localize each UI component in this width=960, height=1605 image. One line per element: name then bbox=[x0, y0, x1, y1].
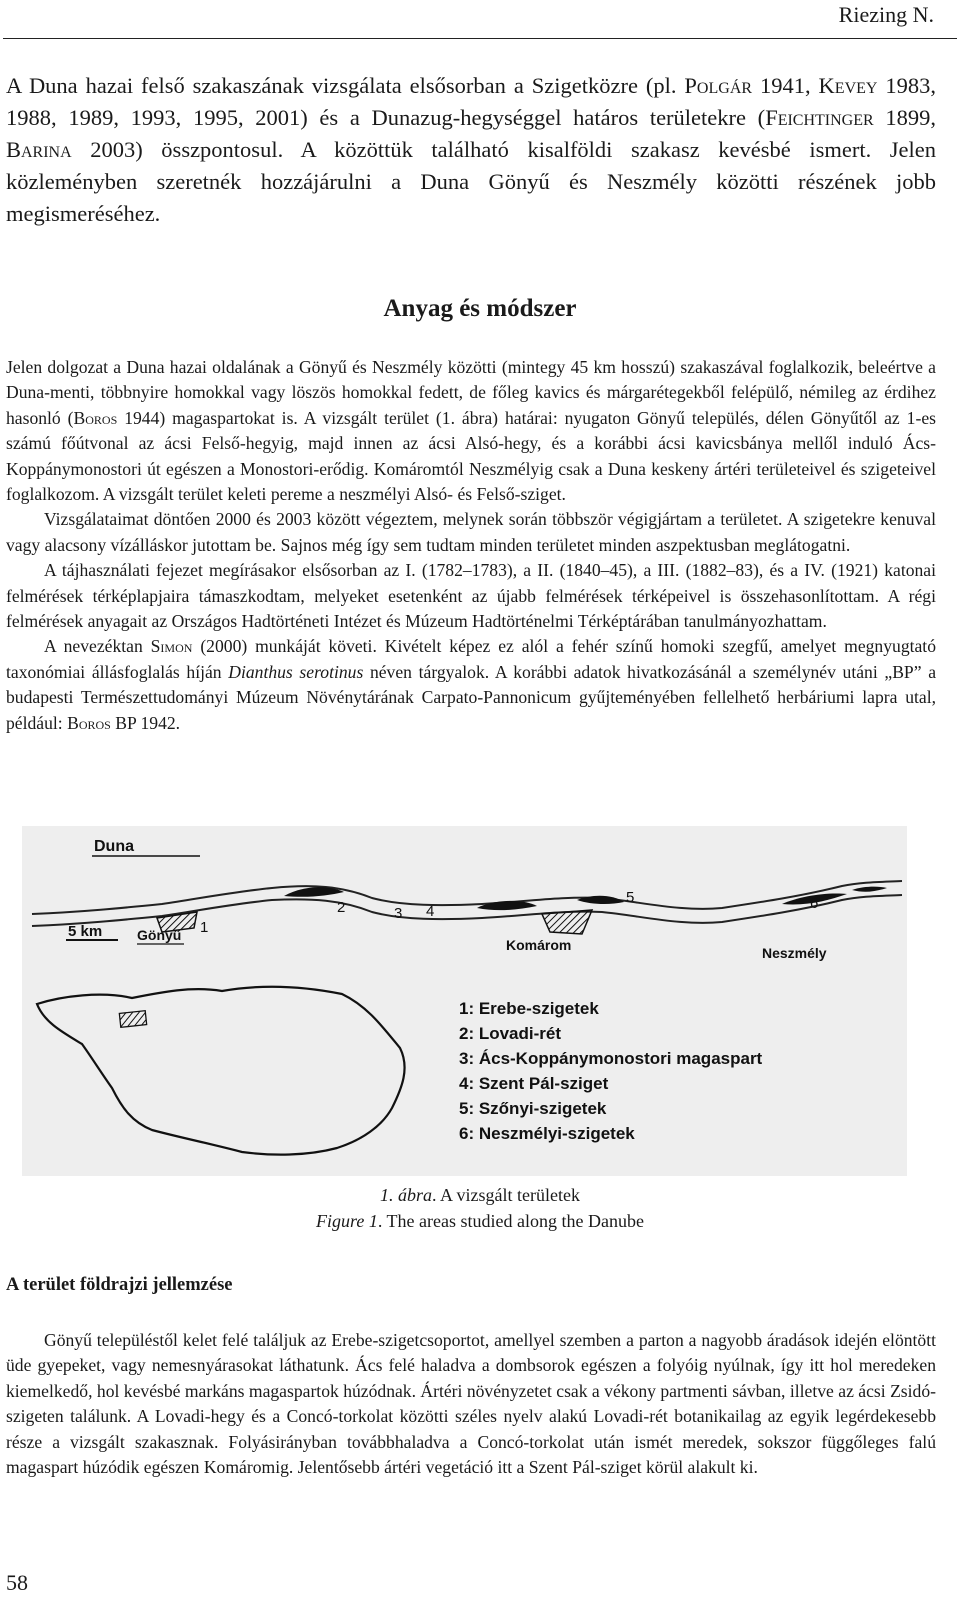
citation-feichtinger: Feichtinger bbox=[765, 105, 874, 130]
island-marker bbox=[852, 887, 887, 892]
river-label: Duna bbox=[94, 838, 134, 855]
citation-polgar: Polgár bbox=[684, 73, 753, 98]
caption-english: Figure 1. The areas studied along the Danube bbox=[316, 1211, 644, 1231]
legend-item: 5: Szőnyi-szigetek bbox=[459, 1099, 607, 1118]
legend-item: 2: Lovadi-rét bbox=[459, 1024, 562, 1043]
inset-study-area bbox=[119, 1011, 146, 1028]
species-name: Dianthus serotinus bbox=[228, 661, 364, 682]
citation-kevey: Kevey bbox=[818, 73, 878, 98]
hungary-outline bbox=[37, 987, 405, 1155]
intro-paragraph: A Duna hazai felső szakaszának vizsgálata elsősorban a Szigetközre (pl. Polgár 1941, Kevey 1983, 1988, 1989, 1993, 1995, 2001) és a Dunazug-hegységgel határos területekre (Feichtinger 1899, Barina 2003) összpontosul. A közöttük található kisalföldi szakasz kevésbé ismert. Jelen közleményben szeretnék hozzájárulni a Duna Gönyű és Neszmély közötti részének jobb megismeréséhez. bbox=[6, 73, 937, 226]
methods-paragraph-2: Vizsgálataimat döntően 2000 és 2003 között végeztem, melynek során többször végigjártam a területet. A szigetekre kenuval vagy alacsony vízálláskor jutottam be. Sajnos még így sem tudtam minden területet minden aszpektusban meglátogatni. bbox=[6, 509, 936, 555]
methods-paragraph-1: Jelen dolgozat a Duna hazai oldalának a Gönyű és Neszmély közötti (mintegy 45 km hosszú) szakaszával foglalkozik, beleértve a Duna-menti, többnyire homokkal vagy löszös homokkal fedett, de főleg kavics és márgarétegekből felépülő, némileg az érdihez hasonló (Boros 1944) magaspartokat is. A vizsgált terület (1. ábra) határai: nyugaton Gönyű település, délen Gönyűtől az 1-es számú főútvonal az ácsi Felső-hegyig, majd innen az ácsi Alsó-hegy, és a korábbi ácsi kavicsbánya mellől induló Ács-Koppánymonostori út egészen a Monostori-erődig. Komáromtól Neszmélyig csak a Duna keskeny ártéri területeivel és szigeteivel foglalkozom. A vizsgált terület keleti pereme a neszmélyi Alsó- és Felső-sziget. bbox=[6, 357, 936, 505]
legend-item: 3: Ács-Koppánymonostori magaspart bbox=[459, 1049, 763, 1068]
scale-label: 5 km bbox=[68, 923, 103, 940]
methods-body bbox=[6, 355, 936, 736]
figure-caption bbox=[0, 1182, 960, 1234]
methods-paragraph-3: A tájhasználati fejezet megírásakor elsősorban az I. (1782–1783), a II. (1840–45), a III. (1882–83), és a IV. (1921) katonai felmérések térképlapjaira támaszkodtam, melyeket esetenként az újabb felmérések térképeivel is összehasonlítottam. A régi felmérések anyagait az Országos Hadtörténeti Intézet és Múzeum Hadtörténelmi Térképtárában tanulmányozhattam. bbox=[6, 560, 936, 632]
study-area-map bbox=[22, 826, 907, 1176]
site-number-4: 4 bbox=[426, 903, 435, 920]
page-number: 58 bbox=[6, 1570, 28, 1595]
site-number-1: 1 bbox=[200, 919, 209, 936]
methods-paragraph-4: A nevezéktan Simon (2000) munkáját követi. Kivételt képez ez alól a fehér színű homoki szegfű, amelyet megnyugtató taxonómiai állásfoglalás híján Dianthus serotinus néven tárgyalok. A korábbi adatok hivatkozásánál a személynév utáni „BP” a budapesti Természettudományi Múzeum Növénytárának Carpato-Pannonicum gyűjteményében fellelhető herbáriumi lapra utal, például: Boros BP 1942. bbox=[6, 636, 936, 733]
town-label-komarom: Komárom bbox=[506, 937, 572, 953]
geography-body bbox=[6, 1328, 936, 1480]
site-hatched-area bbox=[542, 910, 592, 934]
town-label-neszmely: Neszmély bbox=[762, 945, 827, 961]
legend-item: 4: Szent Pál-sziget bbox=[459, 1074, 609, 1093]
site-number-5: 5 bbox=[626, 889, 635, 906]
site-number-6: 6 bbox=[810, 895, 819, 912]
header-divider bbox=[3, 38, 957, 39]
running-header-author: Riezing N. bbox=[838, 2, 934, 27]
geography-paragraph-1: Gönyű településtől kelet felé találjuk az Erebe-szigetcsoportot, amellyel szemben a parton a nagyobb áradások idején elöntött üde gyepeket, vagy nemesnyárasokat láthatunk. Ács felé haladva a dombsorok egészen a folyóig nyúlnak, így itt hol meredeken kiemelkedő, hol kevésbé markáns magaspartok húzódnak. Ártéri növényzetet csak a vékony partmenti sávban, illetve az ácsi Zsidó-szigeten találunk. A Lovadi-hegy és a Concó-torkolat közötti széles nyelv alakú Lovadi-rét botanikailag az egyik legérdekesebb része a vizsgált szakasznak. Folyásirányban továbbhaladva a Concó-torkolat után ismét meredek, sokszor függőleges falú magaspart húzódik egészen Komáromig. Jelentősebb ártéri vegetáció itt a Szent Pál-sziget körül alakult ki. bbox=[6, 1330, 936, 1478]
legend-item: 1: Erebe-szigetek bbox=[459, 999, 599, 1018]
citation-barina: Barina bbox=[6, 137, 72, 162]
subsection-heading-geography: A terület földrajzi jellemzése bbox=[6, 1275, 233, 1295]
section-heading-methods: Anyag és módszer bbox=[383, 295, 577, 322]
site-number-2: 2 bbox=[337, 899, 346, 916]
site-number-3: 3 bbox=[394, 905, 403, 922]
map-legend bbox=[459, 999, 763, 1143]
island-marker bbox=[477, 901, 537, 910]
legend-item: 6: Neszmélyi-szigetek bbox=[459, 1124, 635, 1143]
danube-river bbox=[32, 881, 902, 914]
caption-hungarian: 1. ábra. A vizsgált területek bbox=[380, 1185, 580, 1205]
town-label-gonyu: Gönyű bbox=[137, 927, 182, 943]
